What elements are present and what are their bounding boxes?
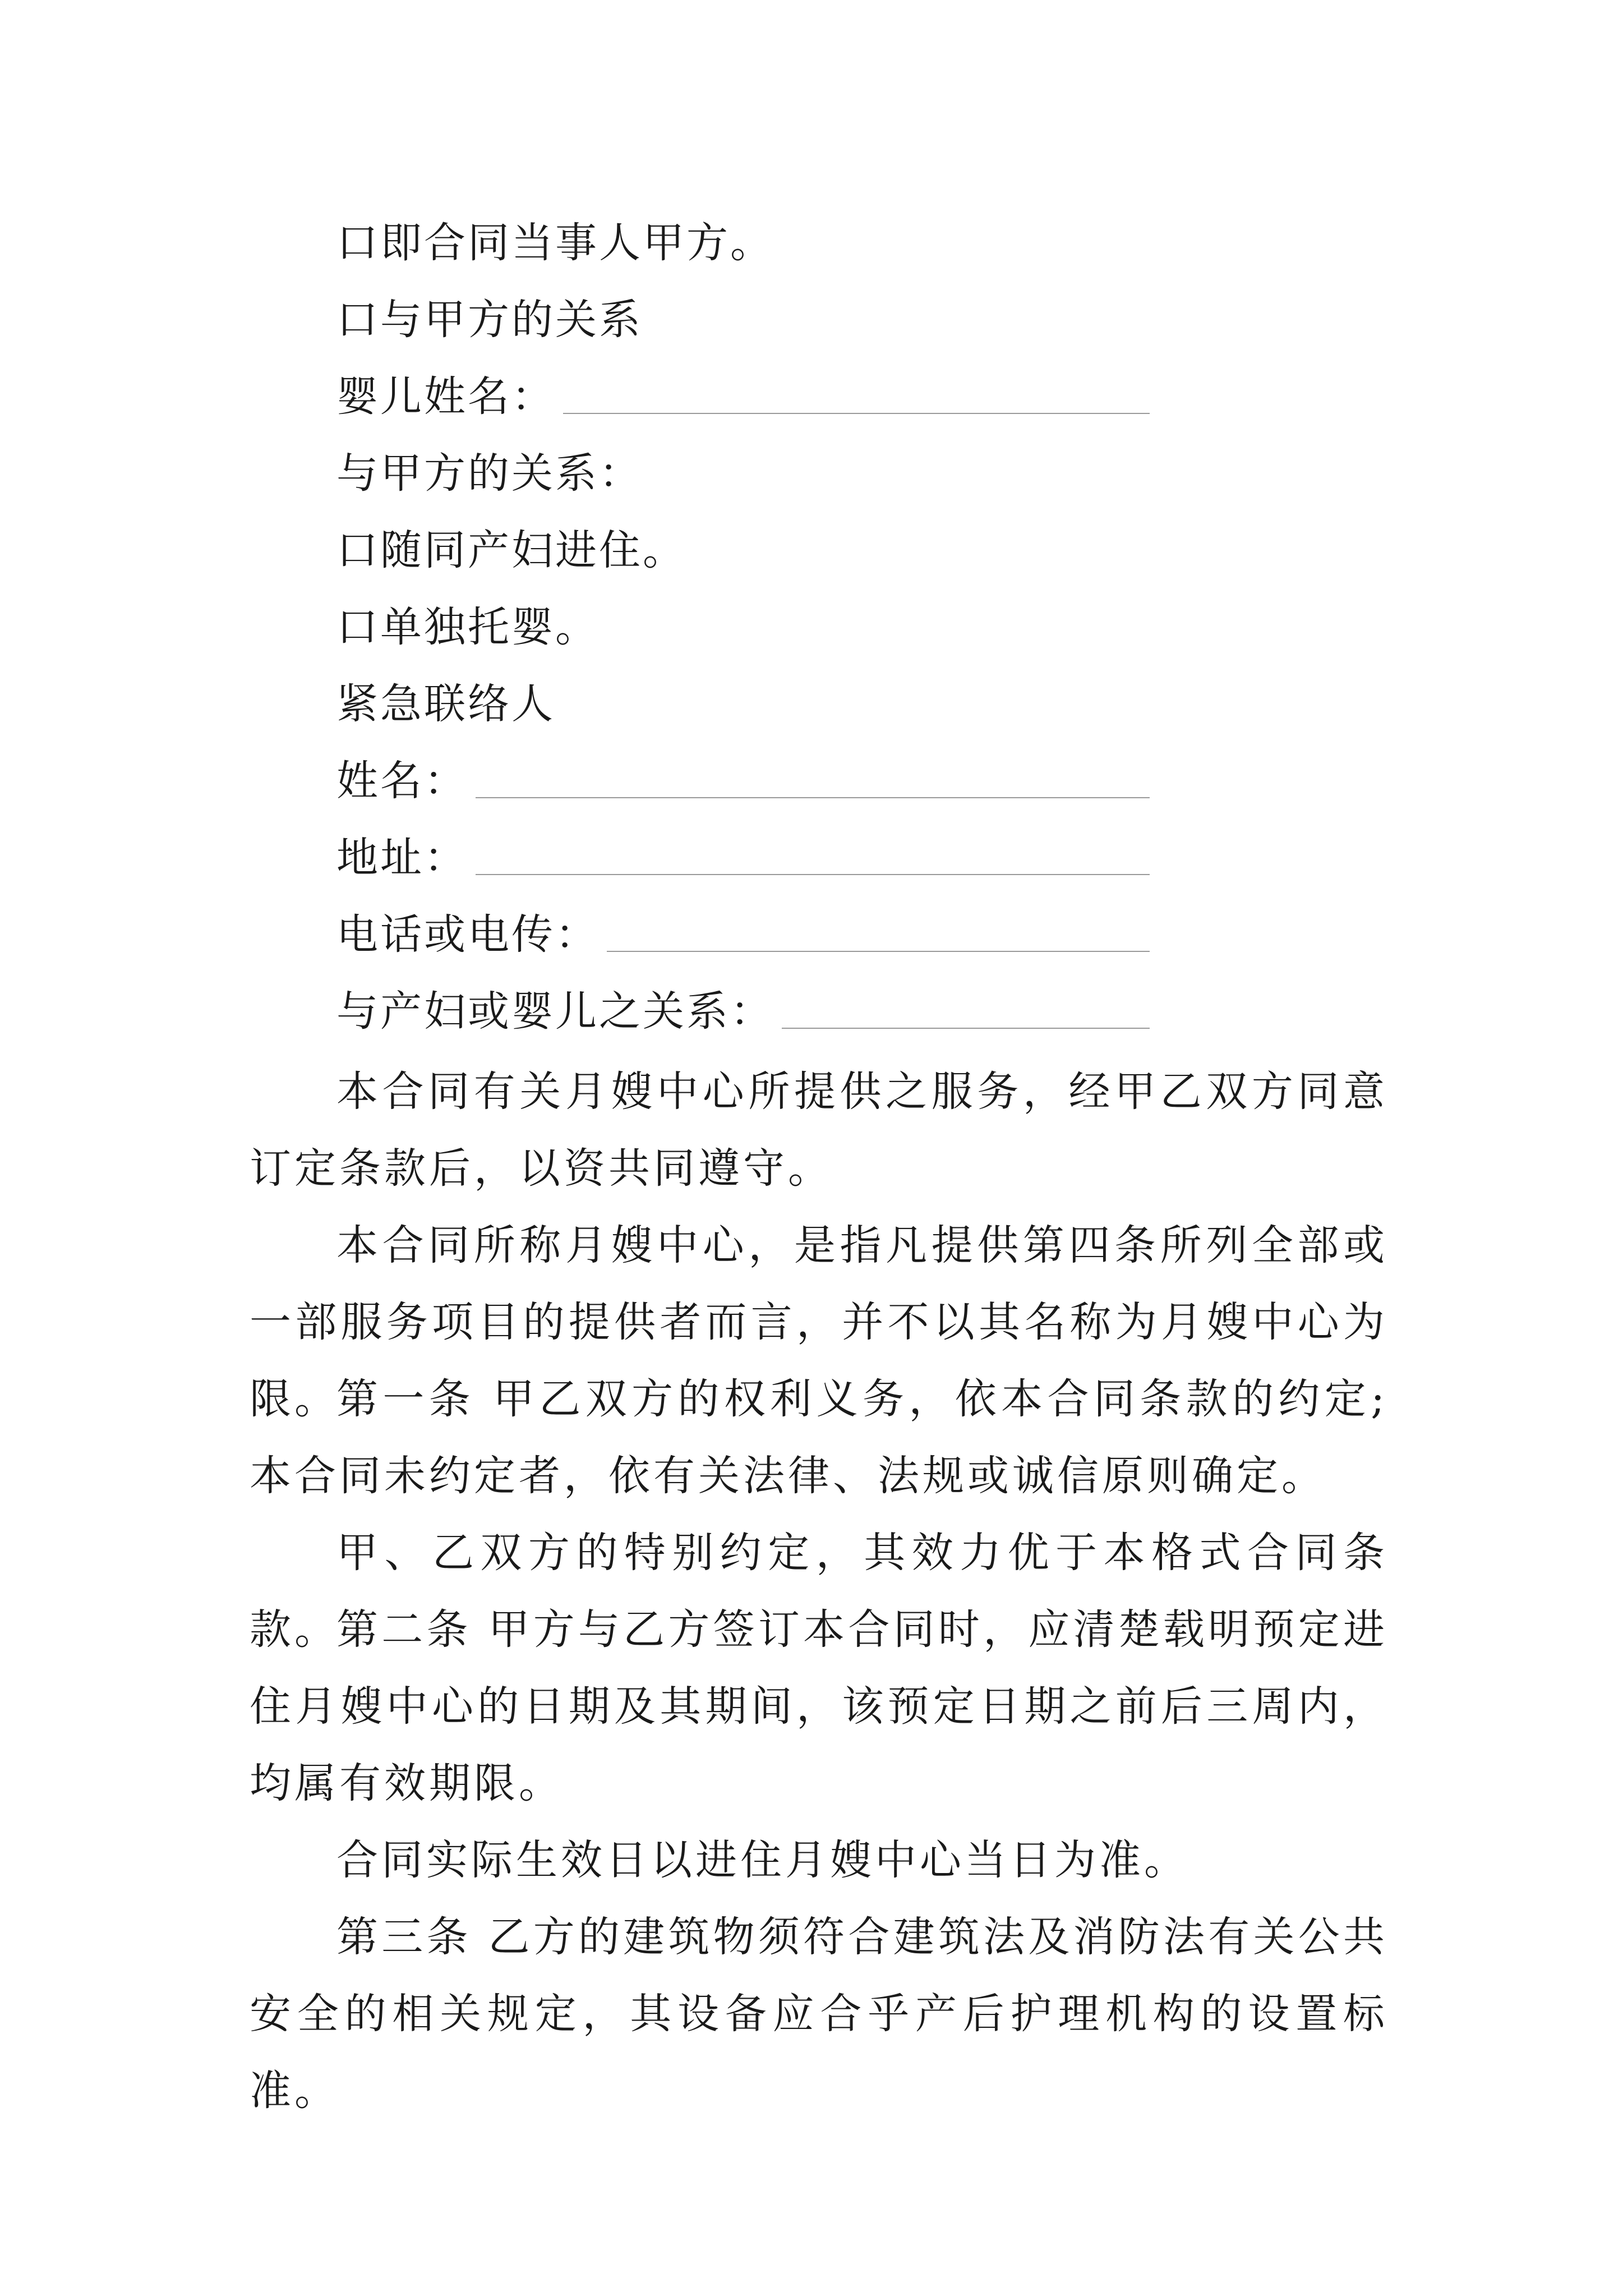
contact-relation-label: 与产妇或婴儿之关系： [336, 987, 774, 1036]
contact-phone-field [336, 909, 1150, 960]
paragraph-article-3: 第三条 乙方的建筑物须符合建筑法及消防法有关公共安全的相关规定，其设备应合乎产后护理机构的设置标准。 [250, 1913, 1388, 2115]
contact-address-field [336, 832, 1150, 883]
baby-name-field [336, 371, 1150, 422]
paragraph-intro: 本合同有关月嫂中心所提供之服务，经甲乙双方同意订定条款后，以资共同遵守。 [250, 1068, 1388, 1193]
baby-relation-label: 与甲方的关系： [336, 449, 643, 498]
contact-relation-blank [782, 1027, 1150, 1029]
baby-name-blank [563, 412, 1150, 414]
baby-name-label: 婴儿姓名： [336, 372, 555, 421]
option-alone: 口单独托婴。 [336, 603, 599, 651]
paragraph-definition: 本合同所称月嫂中心，是指凡提供第四条所列全部或一部服务项目的提供者而言，并不以其名称为月嫂中心为限。 [250, 1221, 1388, 1423]
contact-phone-blank [607, 950, 1150, 952]
contact-name-blank [476, 797, 1150, 798]
contact-phone-label: 电话或电传： [336, 910, 599, 959]
contact-address-label: 地址： [336, 834, 468, 882]
paragraph-article-2: 第二条 甲方与乙方签订本合同时，应清楚载明预定进住月嫂中心的日期及其期间，该预定日期之前后三周内，均属有效期限。 [250, 1605, 1388, 1807]
contact-address-blank [476, 873, 1150, 875]
contact-name-label: 姓名： [336, 757, 468, 805]
emergency-contact-heading: 紧急联络人 [336, 680, 555, 728]
option-relation: 口与甲方的关系 [336, 296, 643, 344]
paragraph-effective-date: 合同实际生效日以进住月嫂中心当日为准。 [336, 1836, 1189, 1884]
contact-name-field [336, 756, 1150, 806]
option-party-a: 口即合同当事人甲方。 [336, 219, 774, 267]
paragraph-special-agreement: 甲、乙双方的特别约定，其效力优于本格式合同条款。 [250, 1529, 1388, 1654]
contact-relation-field [336, 986, 1150, 1037]
option-with-mother: 口随同产妇进住。 [336, 526, 686, 574]
paragraph-article-1: 第一条 甲乙双方的权利义务，依本合同条款的约定;本合同未约定者，依有关法律、法规或诚信原则确定。 [250, 1375, 1388, 1500]
